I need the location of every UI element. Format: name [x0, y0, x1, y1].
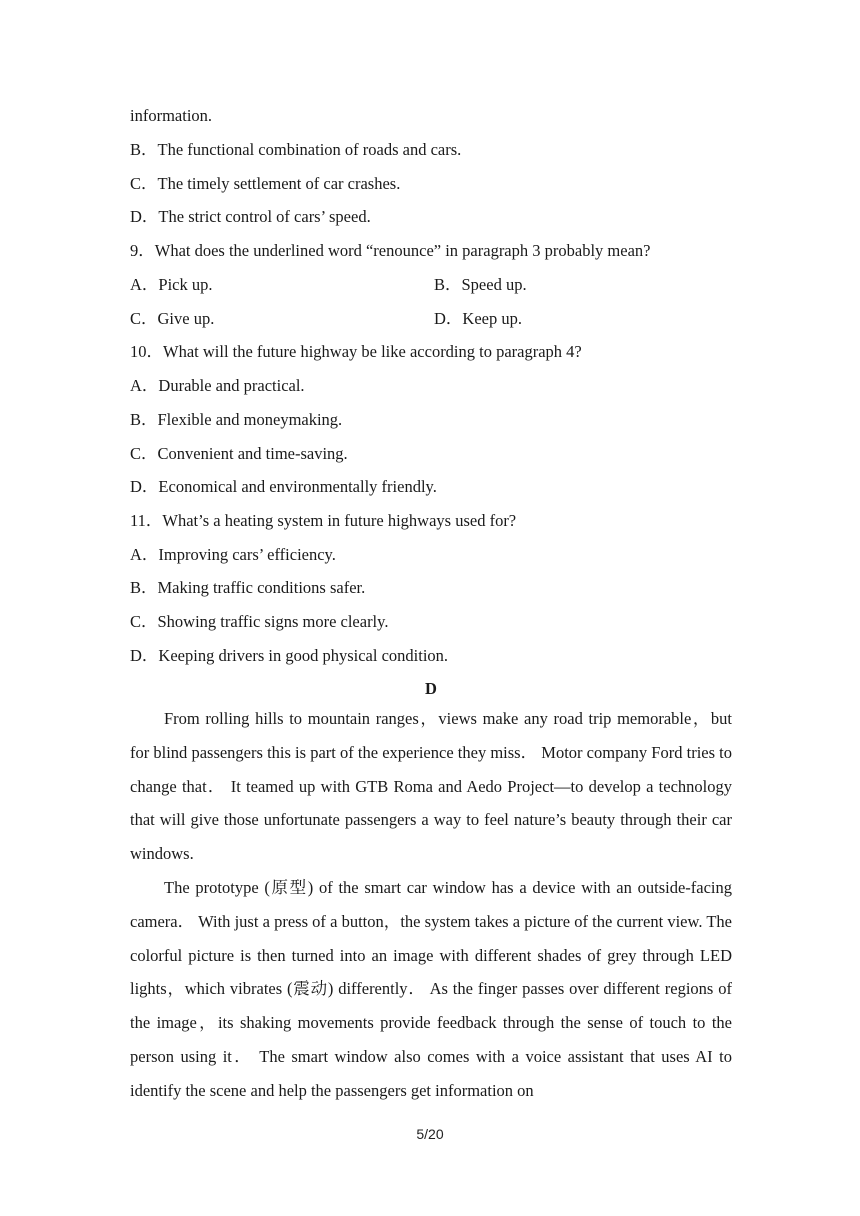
q9-option-b: B．Speed up.	[434, 275, 527, 294]
q8-option-b: B．The functional combination of roads and cars.	[130, 140, 462, 159]
q9-option-d: D．Keep up.	[434, 309, 522, 328]
passage-paragraph-1: From rolling hills to mountain ranges，views make any road trip memorable，but for blind passengers this is part of the experience they miss． Motor company Ford tries to change that． It teamed up with GTB Roma and Aedo Project—to develop a technology that will give those unfortunate passengers a way to feel nature’s beauty through their car windows.	[130, 709, 732, 864]
q11-option-d: D．Keeping drivers in good physical condition.	[130, 646, 449, 665]
q10-option-c: C．Convenient and time-saving.	[130, 444, 348, 463]
q11-option-c: C．Showing traffic signs more clearly.	[130, 612, 389, 631]
section-heading: D	[425, 679, 437, 698]
q9-option-a: A．Pick up.	[130, 275, 213, 294]
page-number: 5/20	[416, 1126, 444, 1142]
carryover-text: information.	[130, 106, 213, 125]
q10-option-d: D．Economical and environmentally friendly.	[130, 477, 437, 496]
q9-option-c: C．Give up.	[130, 309, 215, 328]
q8-option-d: D．The strict control of cars’ speed.	[130, 207, 371, 226]
passage-paragraph-2: The prototype (原型) of the smart car window has a device with an outside-facing camera． With just a press of a button，the system takes a picture of the current view. The colorful picture is then turned into an image with different shades of grey through LED lights，which vibrates (震动) differently． As the finger passes over different regions of the image，its shaking movements provide feedback through the sense of touch to the person using it． The smart window also comes with a voice assistant that uses AI to identify the scene and help the passengers get information on	[130, 878, 732, 1100]
q11-option-b: B．Making traffic conditions safer.	[130, 578, 366, 597]
q10-option-a: A．Durable and practical.	[130, 376, 305, 395]
q11-option-a: A．Improving cars’ efficiency.	[130, 545, 336, 564]
q10-stem: 10．What will the future highway be like according to paragraph 4?	[130, 342, 582, 361]
q9-stem: 9．What does the underlined word “renounce” in paragraph 3 probably mean?	[130, 241, 651, 260]
q8-option-c: C．The timely settlement of car crashes.	[130, 174, 401, 193]
q10-option-b: B．Flexible and moneymaking.	[130, 410, 343, 429]
q11-stem: 11．What’s a heating system in future highways used for?	[130, 511, 517, 530]
